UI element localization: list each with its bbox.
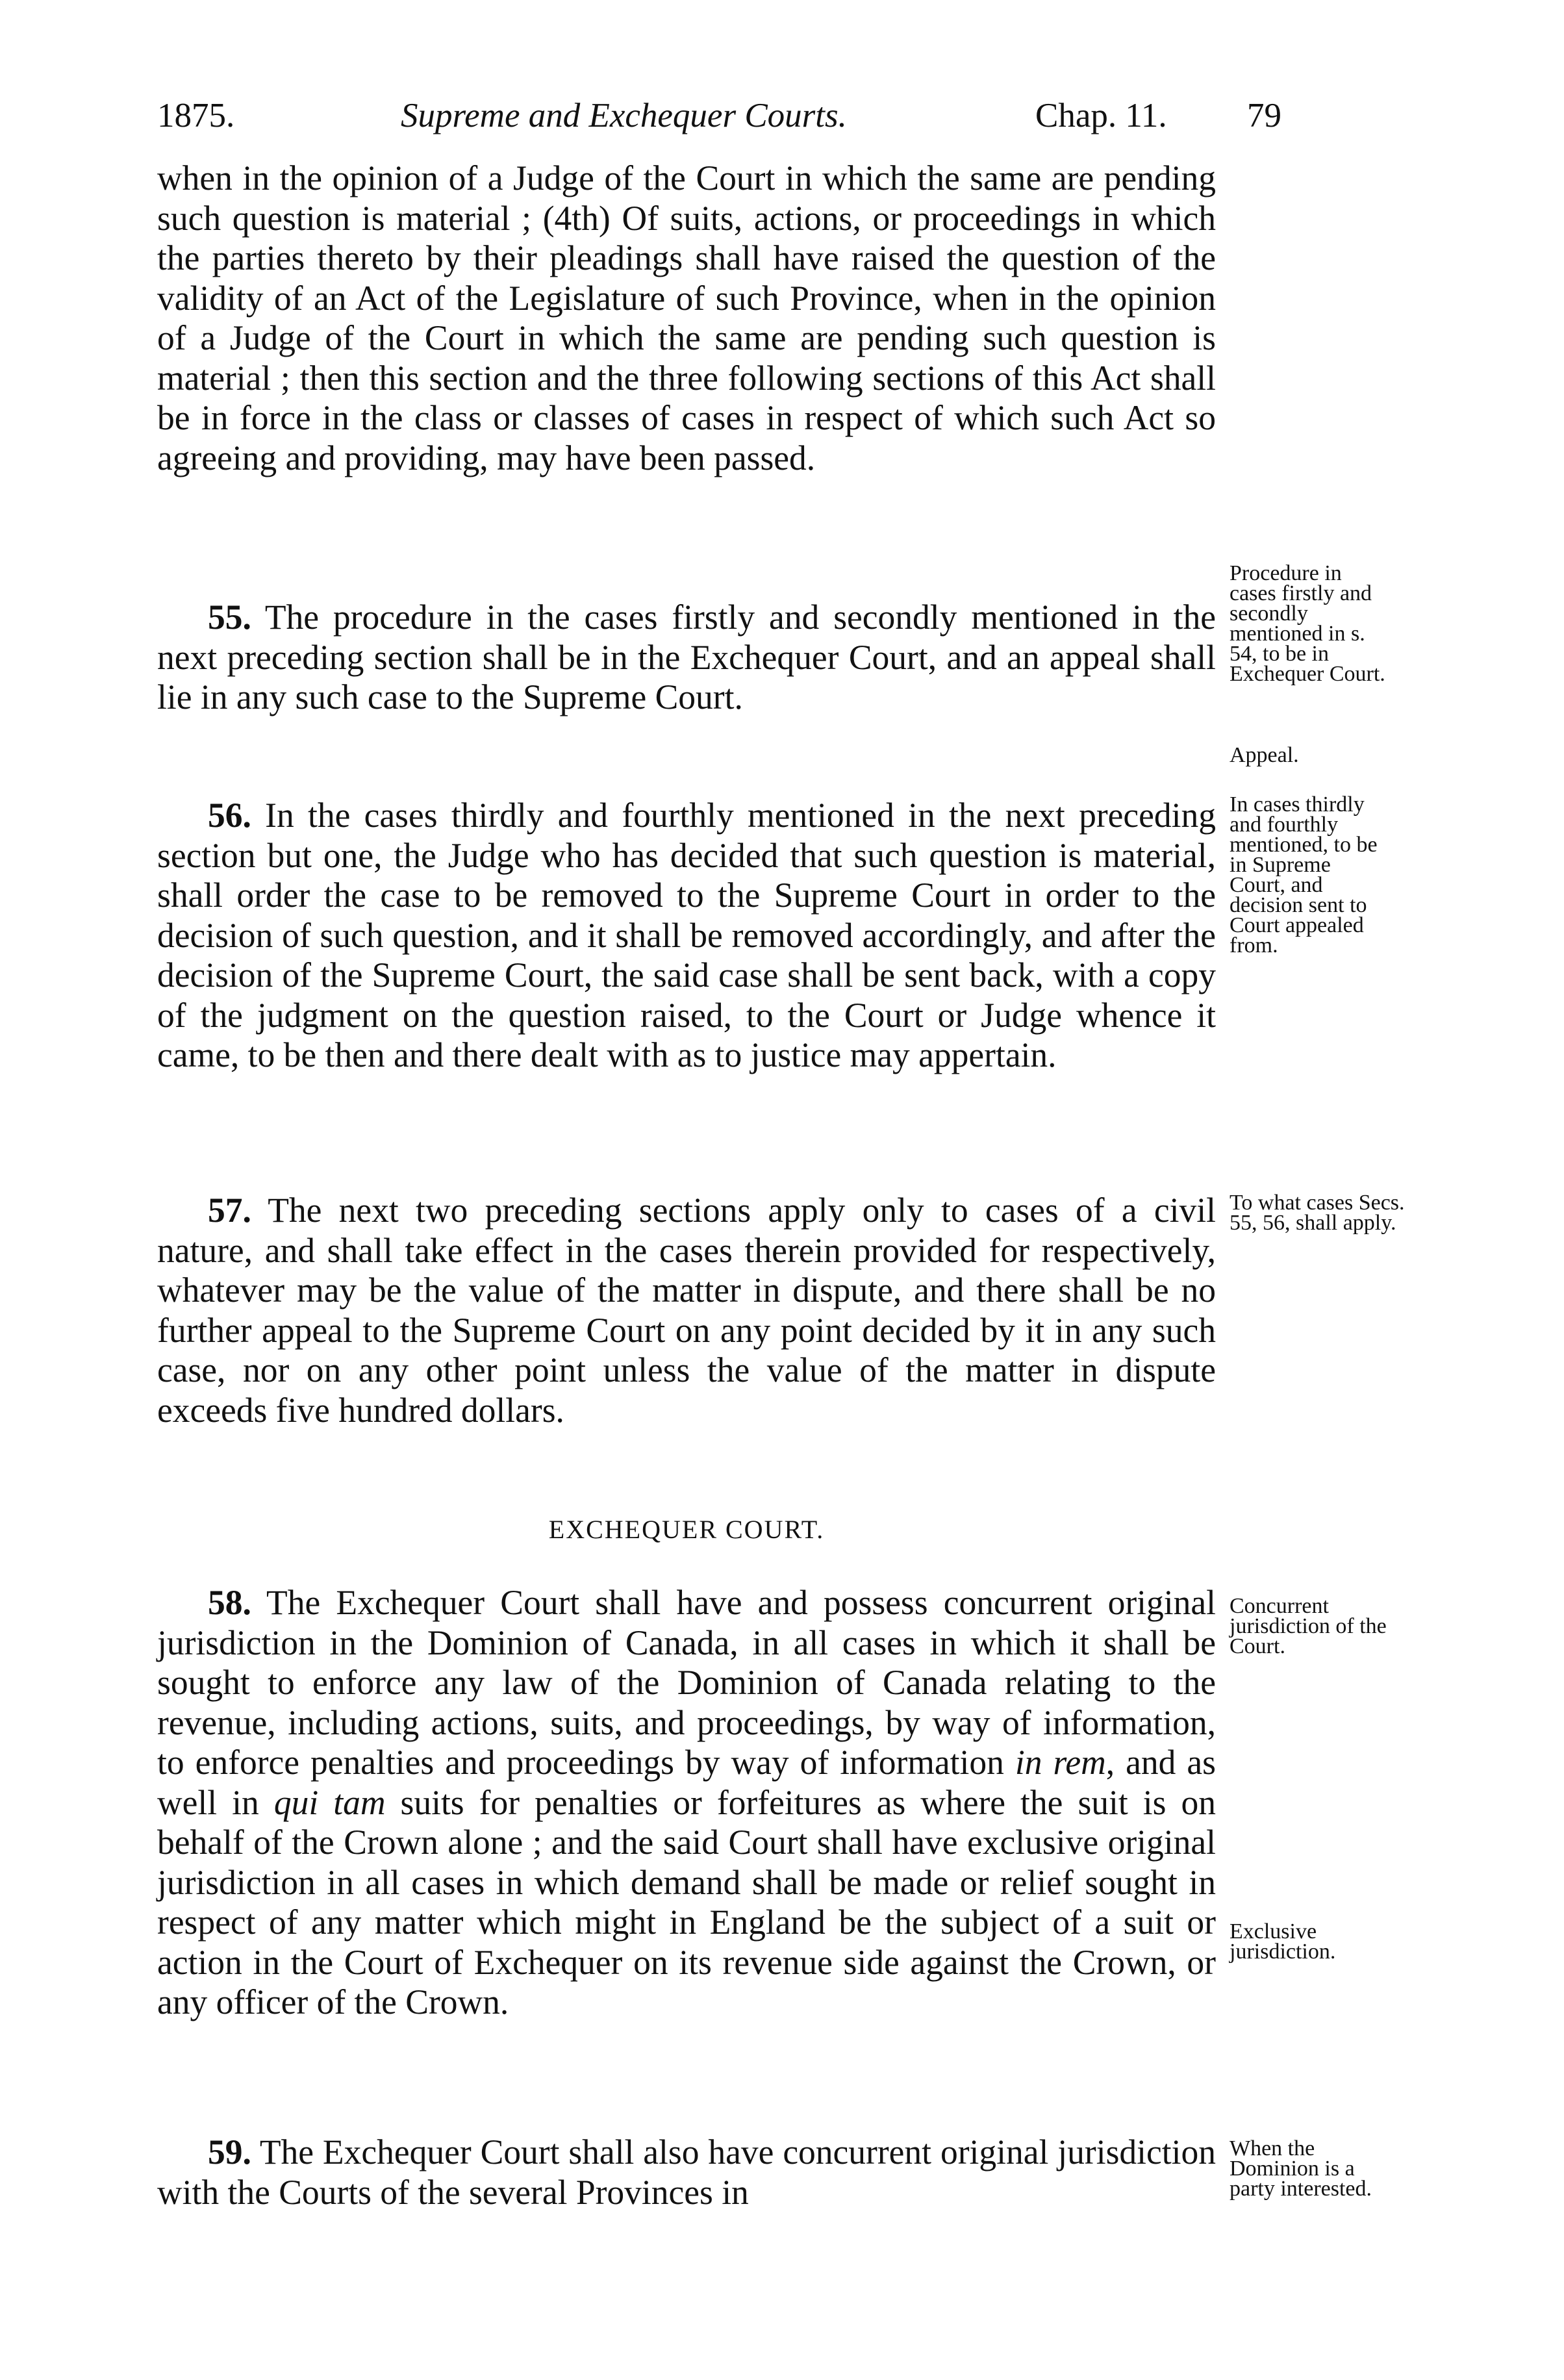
section-58-text-b: , and as well in bbox=[157, 1743, 1216, 1822]
section-59-number: 59. bbox=[208, 2133, 251, 2171]
margin-note-58-exclusive: Exclusive jurisdiction. bbox=[1230, 1919, 1336, 1964]
section-59 bbox=[157, 2133, 1216, 2212]
section-58-italic-in-rem: in rem bbox=[1015, 1743, 1106, 1782]
section-55-number: 55. bbox=[208, 598, 251, 637]
margin-note-56: In cases thirdly and fourthly mentioned, to be in Supreme Court, and decision sent to Court appealed from. bbox=[1230, 792, 1378, 957]
header-chapter: Chap. 11. bbox=[1035, 97, 1167, 134]
margin-note-55: Procedure in cases firstly and secondly mentioned in s. 54, to be in Exchequer Court. bbox=[1230, 561, 1385, 686]
header-title: Supreme and Exchequer Courts. bbox=[401, 97, 847, 134]
section-58 bbox=[157, 1583, 1216, 2023]
section-58-italic-qui-tam: qui tam bbox=[273, 1782, 386, 1822]
margin-note-57: To what cases Secs. 55, 56, shall apply. bbox=[1230, 1191, 1405, 1235]
section-58-number: 58. bbox=[208, 1583, 251, 1622]
section-59-text: The Exchequer Court shall also have concurrent original jurisdiction with the Courts of the several Provinces in bbox=[157, 2133, 1216, 2212]
margin-note-58-concurrent: Concurrent jurisdiction of the Court. bbox=[1230, 1594, 1387, 1658]
section-56-number: 56. bbox=[208, 796, 251, 835]
section-56 bbox=[157, 796, 1216, 1076]
margin-note-59: When the Dominion is a party interested. bbox=[1230, 2136, 1372, 2201]
section-55-text: The procedure in the cases firstly and secondly mentioned in the next preceding section shall be in the Exchequer Court, and an appeal shall lie in any such case to the Supreme Court. bbox=[157, 598, 1216, 716]
section-57-number: 57. bbox=[208, 1191, 251, 1230]
header-year: 1875. bbox=[157, 97, 235, 134]
continuation-paragraph: when in the opinion of a Judge of the Court in which the same are pending such question is material ; (4th) Of suits, actions, or proceedings in which the parties thereto by their pleadings shall have raised the question of the validity of an Act of the Legislature of such Province, when in the opinion of a Judge of the Court in which the same are pending such question is material ; then this section and the three following sections of this Act shall be in force in the class or classes of cases in respect of which such Act so agreeing and providing, may have been passed. bbox=[157, 158, 1216, 477]
page-number: 79 bbox=[1247, 97, 1281, 134]
section-56-text: In the cases thirdly and fourthly mentioned in the next preceding section but one, the Judge who has decided that such question is material, shall order the case to be removed to the Supreme Court in order to the decision of such question, and it shall be removed accordingly, and after the decision of the Supreme Court, the said case shall be sent back, with a copy of the judgment on the question raised, to the Court or Judge whence it came, to be then and there dealt with as to justice may appertain. bbox=[157, 796, 1216, 1074]
section-58-text-a: The Exchequer Court shall have and possess concurrent original jurisdiction in the Dominion of Canada, in all cases in which it shall be sought to enforce any law of the Dominion of Canada relating to the revenue, including actions, suits, and proceedings, by way of information, to enforce penalties and proceedings by way of information bbox=[157, 1583, 1216, 1782]
section-heading: EXCHEQUER COURT. bbox=[548, 1515, 825, 1544]
section-58-text-c: suits for penalties or forfeitures as where the suit is on behalf of the Crown alone ; and the said Court shall have exclusive original jurisdiction in all cases in which demand shall be made or relief sought in respect of any matter which might in England be the subject of a suit or action in the Court of Exchequer on its revenue side against the Crown, or any officer of the Crown. bbox=[157, 1782, 1216, 2021]
margin-note-55-appeal: Appeal. bbox=[1230, 743, 1299, 767]
section-57 bbox=[157, 1191, 1216, 1430]
section-57-text: The next two preceding sections apply only to cases of a civil nature, and shall take effect in the cases therein provided for respectively, whatever may be the value of the matter in dispute, and there shall be no further appeal to the Supreme Court on any point decided by it in any such case, nor on any other point unless the value of the matter in dispute exceeds five hundred dollars. bbox=[157, 1191, 1216, 1430]
running-header bbox=[157, 90, 1300, 142]
section-55 bbox=[157, 598, 1216, 718]
